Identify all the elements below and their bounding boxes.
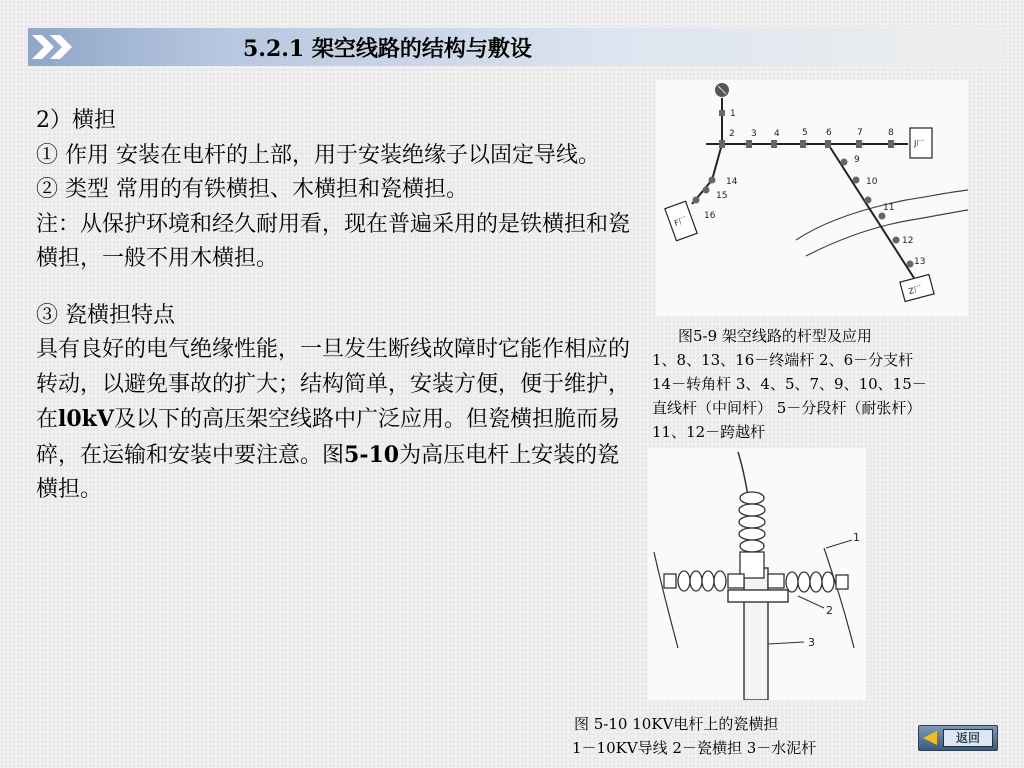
pole-label-1: 1 bbox=[730, 109, 736, 119]
box-label-f: F厂 bbox=[673, 215, 688, 229]
pole-label-12: 12 bbox=[902, 236, 914, 246]
label-pole: 3 bbox=[808, 636, 815, 649]
figure2-caption-title: 图 5-10 10KV电杆上的瓷横担 bbox=[574, 715, 779, 733]
figure2-caption-line: 1－10KV导线 2－瓷横担 3－水泥杆 bbox=[572, 739, 817, 757]
note-text: 注：从保护环境和经久耐用看，现在普遍采用的是铁横担和瓷横担，一般不用木横担。 bbox=[36, 211, 631, 271]
feature-heading: ③ 瓷横担特点 bbox=[36, 302, 175, 328]
figure1-caption bbox=[652, 324, 1012, 444]
pole-label-8: 8 bbox=[888, 128, 894, 138]
feature-text-d: 5-10 bbox=[344, 441, 400, 468]
label-wire: 1 bbox=[853, 531, 860, 544]
back-button-label: 返回 bbox=[943, 729, 993, 747]
feature-text-a: 具有良好的电气绝缘性能，一旦发生断线故障时它能作相应的转动，以避免事故的扩大；结构简单，安装方便，便于维护，在 bbox=[36, 337, 631, 432]
pole-label-7: 7 bbox=[857, 128, 863, 138]
feature-paragraph bbox=[36, 333, 636, 508]
pole-label-15: 15 bbox=[716, 191, 728, 201]
back-button[interactable] bbox=[918, 725, 998, 751]
porcelain-crossarm-drawing bbox=[648, 448, 866, 700]
function-text: ① 作用 安装在电杆的上部，用于安装绝缘子以固定导线。 bbox=[36, 142, 600, 168]
pole-label-4: 4 bbox=[774, 129, 780, 139]
main-text bbox=[36, 104, 636, 508]
figure2-caption bbox=[572, 712, 912, 760]
figure1-caption-line: 1、8、13、16－终端杆 2、6－分支杆 bbox=[652, 351, 914, 369]
pole-label-6: 6 bbox=[826, 128, 832, 138]
figure1-caption-line: 14－转角杆 3、4、5、7、9、10、15－ bbox=[652, 375, 927, 393]
pole-label-13: 13 bbox=[914, 257, 926, 267]
pole-label-5: 5 bbox=[802, 128, 808, 138]
back-arrow-icon bbox=[923, 731, 937, 745]
chevron-right-icon bbox=[28, 31, 78, 63]
page-title: 5.2.1 架空线路的结构与敷设 bbox=[243, 36, 532, 62]
pole-layout-figure bbox=[656, 80, 968, 316]
box-label-j: J厂 bbox=[914, 139, 925, 148]
figure1-caption-line: 11、12－跨越杆 bbox=[652, 423, 766, 441]
pole-label-14: 14 bbox=[726, 177, 738, 187]
feature-text-b: l0kV bbox=[58, 406, 114, 432]
box-label-z: Z厂 bbox=[907, 283, 923, 297]
pole-layout-diagram bbox=[656, 80, 968, 316]
pole-label-11: 11 bbox=[883, 203, 895, 213]
section-heading: 2）横担 bbox=[36, 108, 116, 133]
pole-label-9: 9 bbox=[854, 155, 860, 165]
figure1-caption-title: 图5-9 架空线路的杆型及应用 bbox=[678, 327, 872, 345]
type-text: ② 类型 常用的有铁横担、木横担和瓷横担。 bbox=[36, 177, 468, 202]
pole-label-16: 16 bbox=[704, 211, 716, 221]
feature-text-c: 及以下的高压架空线路中广泛应用。但瓷横担脆而易碎，在运输和安装中要注意。图 bbox=[36, 407, 621, 468]
label-crossarm: 2 bbox=[826, 604, 833, 617]
feature-text-e: 为高压电杆上安装的瓷横担。 bbox=[36, 442, 620, 502]
title-bar bbox=[28, 28, 1002, 66]
figure1-caption-line: 直线杆（中间杆） 5－分段杆（耐张杆） bbox=[652, 399, 922, 417]
pole-label-2: 2 bbox=[729, 129, 735, 139]
pole-label-3: 3 bbox=[751, 129, 757, 139]
pole-label-10: 10 bbox=[866, 177, 878, 187]
porcelain-crossarm-figure bbox=[648, 448, 866, 700]
